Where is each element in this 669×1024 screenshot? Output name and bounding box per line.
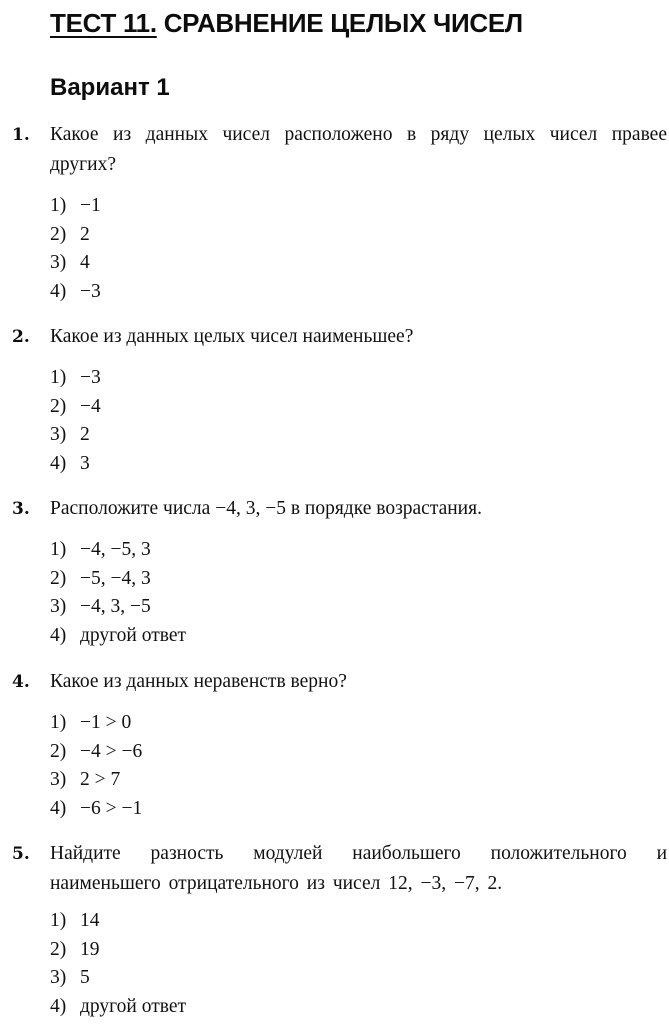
variant-heading: Вариант 1 (50, 74, 170, 101)
answer-option-4[interactable]: 4) −3 (50, 280, 101, 302)
answer-option-2[interactable]: 2) 19 (50, 938, 100, 960)
question-number: 5. (12, 844, 30, 864)
question-number: 2. (12, 327, 30, 347)
answer-option-1[interactable]: 1) 14 (50, 910, 100, 931)
answer-option-1[interactable]: 1) −1 > 0 (50, 712, 132, 733)
answer-options (50, 709, 142, 823)
question-number: 1. (12, 125, 30, 145)
question-number: 4. (12, 672, 30, 692)
answer-option-2[interactable]: 2) −5, −4, 3 (50, 567, 151, 589)
answer-option-4[interactable]: 4) другой ответ (50, 624, 187, 646)
page-title (50, 6, 523, 40)
question-text: Расположите числа −4, 3, −5 в порядке возрастания. (50, 498, 482, 519)
question-number: 3. (12, 499, 30, 519)
answer-options (50, 907, 186, 1021)
answer-option-3[interactable]: 3) 5 (50, 967, 90, 988)
answer-option-3[interactable]: 3) −4, 3, −5 (50, 596, 151, 617)
answer-option-4[interactable]: 4) 3 (50, 452, 90, 474)
title-prefix: ТЕСТ 11. (50, 8, 157, 38)
answer-option-4[interactable]: 4) −6 > −1 (50, 797, 143, 819)
answer-option-1[interactable]: 1) −4, −5, 3 (50, 539, 151, 560)
answer-options (50, 364, 101, 478)
answer-options (50, 536, 186, 650)
answer-option-2[interactable]: 2) −4 > −6 (50, 740, 143, 762)
answer-option-3[interactable]: 3) 2 (50, 424, 90, 445)
answer-option-2[interactable]: 2) −4 (50, 395, 101, 417)
answer-option-3[interactable]: 3) 4 (50, 252, 90, 273)
title-rest: СРАВНЕНИЕ ЦЕЛЫХ ЧИСЕЛ (156, 8, 523, 38)
question-text: Какое из данных чисел расположено в ряду целых чисел правее других? (50, 124, 667, 175)
question-text: Найдите разность модулей наибольшего положительного и наименьшего отрицательного из чисел 12, −3, −7, 2. (50, 843, 667, 894)
answer-options (50, 192, 101, 306)
question-text: Какое из данных целых чисел наименьшее? (50, 326, 414, 347)
answer-option-2[interactable]: 2) 2 (50, 223, 90, 245)
answer-option-3[interactable]: 3) 2 > 7 (50, 769, 121, 790)
question-text: Какое из данных неравенств верно? (50, 671, 347, 692)
answer-option-4[interactable]: 4) другой ответ (50, 995, 187, 1017)
answer-option-1[interactable]: 1) −3 (50, 367, 101, 388)
answer-option-1[interactable]: 1) −1 (50, 195, 101, 216)
